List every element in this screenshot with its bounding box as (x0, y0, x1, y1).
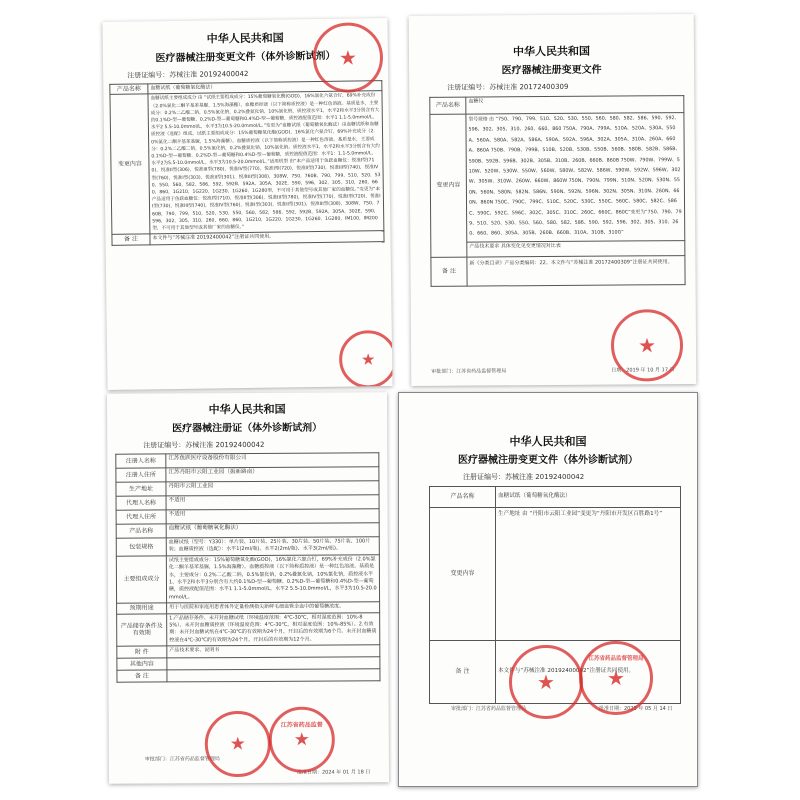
table-row (110, 91, 384, 235)
seal-text: 江苏省药品监督 (280, 721, 323, 729)
seal-star-icon: ★ (607, 666, 625, 690)
doc3-red-seal-left (205, 711, 271, 777)
row-key: 产品名称 (430, 487, 496, 508)
row-value: 不适用 (166, 509, 379, 524)
row-key: 备 注 (112, 234, 150, 245)
doc4-footer-authority: 审批部门：江苏省药品监督管理局 (451, 706, 527, 712)
table-row (117, 612, 380, 646)
doc2-red-seal (611, 309, 684, 382)
doc2-title-line1: 中华人民共和国 (512, 44, 591, 59)
table-row (116, 467, 379, 482)
row-value: 型号规格 由 “750、790、799、510、520、530、550、560、580、582、586、590、592、596、302、305、310、260、660、860 750A、790A、799A、510A、520A、530A、550A、560A、580A、582A、586A、590A、592A、596A、302A、305A、310A、260A、660A、860A 750B、790B、799B、510B、520B、530B、550B、560B、580B、582B、586B、590B、592B、596B、302B、305B、310B、260B、660B、860B 750W、790W、799W、510W、520W、530W、550W、560W、580W、582W、586W、590W、592W、596W、302W、305W、310W、260W、660W、860W 750N、790N、799N、510N、520N、530N、550N、560N、580N、582N、586N、590N、592N、596N、302N、305N、310N、260N、660N、860N 750C、790C、799C、510C、520C、530C、550C、560C、580C、582C、586C、590C、592C、596C、302C、305C、310C、260C、660C、860C”变更为“750、790、799、510、520、530、550、560、580、582、586、590、592、596、302、305、310、260、660、860、305A、305B、260B、660B、310A、310B、310G” (466, 113, 685, 242)
doc4-title-line2: 医疗器械注册变更文件（体外诊断试剂） (458, 455, 638, 466)
doc3-title-line2: 医疗器械注册证（体外诊断试剂） (172, 422, 323, 435)
row-key: 备 注 (431, 257, 467, 286)
doc2-registration-number: 注册证编号：苏械注准 20172400309 (447, 82, 569, 92)
row-key: 产品名称 (116, 524, 166, 538)
doc3-red-seal-right (269, 707, 335, 773)
row-value: 血糖仪 (466, 96, 684, 115)
row-key: 备 注 (430, 641, 496, 704)
doc3-footer-date: 批准日期：2024 年 01 月 18 日 (296, 769, 371, 776)
doc1-title-line1: 中华人民共和国 (206, 31, 284, 46)
row-key: 备 注 (117, 670, 167, 682)
row-key: 产品储存条件及有效期 (117, 614, 167, 647)
seal-star-icon: ★ (293, 729, 310, 751)
row-value: 血糖试纸（型号：Y330）：单片装、10片装、25片装、30片装、50片装、75片装、100片装；血糖质控液（选配）：水平1(2ml/瓶)、水平2(2ml/瓶)、水平3(2ml/瓶)。 (166, 537, 379, 556)
row-key: 变更内容 (430, 508, 496, 641)
seal-text: 江苏省药品监督管理局 (588, 656, 644, 662)
row-value (167, 657, 380, 670)
doc4-red-seal-right (579, 641, 653, 715)
doc3-footer-authority: 审批部门：江苏省药品监督管理局 (144, 756, 220, 763)
table-row (116, 537, 379, 556)
row-value: 生产地址 由 “丹阳市云阳工业园”变更为“丹阳市开发区百胜路1号” (496, 508, 681, 641)
row-key: 代理人名称 (116, 496, 166, 510)
doc1-bottom-seal (339, 330, 393, 389)
doc4-red-seal-left (509, 645, 583, 719)
doc1-registration-number: 注册证编号：苏械注准 20192400042 (127, 69, 249, 80)
row-key: 附 件 (117, 646, 167, 658)
row-key: 生产地址 (116, 482, 166, 496)
table-row (116, 495, 379, 510)
seal-star-icon: ★ (229, 733, 246, 755)
seal-star-icon: ★ (537, 670, 555, 694)
row-value: 血糖试纸（葡萄糖氧化酶法） (166, 523, 379, 538)
doc4-title-line1: 中华人民共和国 (509, 435, 587, 448)
table-row (431, 255, 685, 286)
table-row (431, 240, 685, 257)
doc4-registration-number: 注册证编号：苏械注准 20192400042 (463, 473, 585, 481)
row-key: 变更内容 (110, 94, 150, 234)
table-row (430, 487, 681, 508)
row-value: 江苏鱼跃医疗设备股份有限公司 (166, 453, 379, 468)
doc2-title-line2: 医疗器械注册变更文件 (501, 64, 602, 77)
table-row (116, 555, 379, 604)
table-row (116, 453, 379, 468)
table-row (117, 669, 380, 682)
row-value: 本文件与“苏械注准 20192400042”注册证共同使用。 (150, 231, 384, 245)
table-row (116, 523, 379, 538)
doc1-title-line2: 医疗器械注册变更文件（体外诊断试剂） (155, 50, 336, 65)
table-row (430, 113, 685, 243)
row-key: 主要组成成分 (116, 556, 166, 604)
row-key: 产品名称 (110, 84, 148, 95)
doc3-title-line1: 中华人民共和国 (208, 402, 286, 417)
row-key: 产品名称 (430, 97, 466, 114)
document-bottom-left (107, 392, 389, 783)
document-bottom-right (398, 392, 698, 787)
row-value: 血糖试纸（葡萄糖氧化酶法） (148, 81, 382, 95)
row-value: 血糖试纸主要组成成分 由 “试纸主要组成成分：15%葡萄糖氧化酶(GOD)，16%氯化六氨合钌，69%补充成份（2.0%氯化二酮羊基苯基脲，1.5%海藻糖）。血糖质控液（以下简称质控液）是一种红色溶液。基质是水，主要成分：0.2%二乙酸二钠，0.5%氯化钠，0.2%叠氮化钠，10%氯化钠，质控液水平1，水平2和水平3分别含有大约0.1%D-型—葡萄糖、0.2%D-型—葡萄糖和0.4%D-型—葡萄糖，质控液配值范围：水平1 1.1-5.0mmol/L，水平2 5.5-10.0mmol/L，水平3为10.5-20.0mmol/L。”变更为“血糖试纸（葡萄糖氧化酶法）由血糖试纸和血糖质控液（选配）组成。试纸主要组成成分：15%葡萄糖氧化酶(GOD)，16%氯化六氨合钌，69%补充成分（2.0%氯化二酮羊基苯基脲，1.5%海藻糖）。血糖质控液（以下简称质控液）是一种红色溶液。基质是水，主要成分：0.2%二乙酸二钠，0.5%氯化钠，0.2%叠氮化钠，10%氯化钠。质控液水平1，水平2和水平3分别含有大约0.1%D-型—葡萄糖、0.2%D-型—葡萄糖和0.4%D-型—葡萄糖，质控液配值范围：水平1：1.1-5.0mmol/L，水平2为5.5-10.0mmol/L，水平3为10.5-20.0mmol/L。”适用机型 由“本产品适用于鱼跃血糖仪：悦准I型(710)，悦准II型(306)，悦准III型(780)，悦准IV型(770)，悦准I型(720)，悦准II型(730)，悦准III型(740)，悦准IV型(760)，悦准I型(303)，悦准II型(301)，悦准III型(308)，308W，750，760B，790，799，510，520，530，550，560，582，586，592，592B，592A，305A，302E，590，596，302，305，310，260，660，860，1G210，1G220，1G230，1G260，1G280型，不可用于其他型号或其他厂家的血糖仪。”变更为“本产品适用于鱼跃血糖仪：悦准I型(710)，悦准II型(306)，悦准III型(780)，悦准IV型(770)，悦准I型(720)，悦准II型(730)，悦准III型(740)，悦准IV型(760)，悦准I型(303)，悦准II型(301)，悦准III型(308)，308W，750，760B，790，799，510，520，530，550，560，582，586，592，592B，592A，305A，302E，590，596，302，305，310，260，660，860，1G210，1G220，1G230，1G260，1G280，IM100，IM200型，不可用于其他型号或其他厂家的血糖仪。” (148, 91, 384, 234)
row-value: 产品技术要求、说明书 (167, 645, 380, 658)
doc1-table (109, 80, 384, 245)
row-value: 1.产品储存条件、未开封血糖试纸（环境温度范围：4℃-30℃，相对湿度范围：10%-85%）、未开封血糖质控液（环境温度范围：4℃-30℃，相对湿度范围：10%-85%）。2.有效期：未开封血糖试纸在4℃-30℃的有效期为24个月，开封后的有效期为6个月。未开封血糖质控液在4℃-30℃的有效期为24个月，开封后的有效期为12个月。 (167, 612, 380, 646)
row-value: 血糖试纸（葡萄糖氧化酶法） (496, 487, 681, 508)
doc2-footer-date: 日期：2019 年 10 月 17 日 (611, 367, 675, 374)
row-value: 江苏丹阳市云阳工业园（振新路南） (166, 467, 379, 482)
document-top-left (102, 18, 392, 390)
seal-star-icon: ★ (637, 333, 657, 358)
row-value: 不适用 (166, 495, 379, 510)
doc2-table (429, 95, 685, 287)
row-value: 本文件与“苏械注准 20192400042”注册证共同使用。 (496, 641, 681, 704)
row-key: 预期用途 (117, 603, 167, 614)
row-value: 试纸主要组成成分：15%葡萄糖氧化酶(GOD)，16%氯化六氨合钌，69%补充成份（2.0%氯化二酮羊基苯基脲，1.5%海藻糖）。血糖质控液（以下简称质控液）是一种红色溶液。基质是水，主要成分：0.2%二乙酸二钠，0.5%氯化钠，0.2%叠氮化钠，10%氯化钠，质控液水平1、水平2和水平3分别含有大约0.1%D-型—葡萄糖、0.2%D-型—葡萄糖和0.4%D-型—葡萄糖，质控液配值范围：水平1 1.1-5.0mmol/L，水平2 5.5-10.0mmol/L，水平3为10.5-20.0mmol/L。 (166, 555, 379, 604)
table-row (116, 481, 379, 496)
table-row (430, 508, 681, 641)
table-row (116, 509, 379, 524)
row-value: 用于与医院和家庭用患者体外定量检测指尖新鲜毛细血管全血中的葡萄糖浓度。 (167, 602, 380, 614)
seal-star-icon: ★ (360, 349, 376, 369)
table-row (430, 96, 684, 115)
row-key: 其他内容 (117, 658, 167, 670)
doc2-footer-authority: 审批部门：江苏省药品监督管理局 (431, 368, 507, 375)
doc4-footer-date: 批准日期：2023 年 05 月 14 日 (599, 706, 673, 712)
row-value: 丹阳市云阳工业园 (166, 481, 379, 496)
row-key: 注册人名称 (116, 454, 166, 468)
document-top-right (409, 14, 697, 386)
row-value: 新《分类目录》产品分类编码：22。本文件与“苏械注准 20172400309”注册证共同使用。 (467, 255, 685, 286)
doc3-table (115, 452, 380, 683)
row-key: 变更内容 (430, 114, 467, 257)
row-key: 注册人住所 (116, 468, 166, 482)
seal-star-icon: ★ (338, 45, 358, 70)
row-key: 包装规格 (116, 538, 166, 556)
row-key: 代理人住所 (116, 510, 166, 524)
doc3-registration-number: 注册证编号：苏械注准 20192400042 (143, 440, 265, 450)
row-value (167, 669, 380, 682)
row-value: 产品技术要求 具体变化见变更情况对比表 (467, 240, 685, 257)
